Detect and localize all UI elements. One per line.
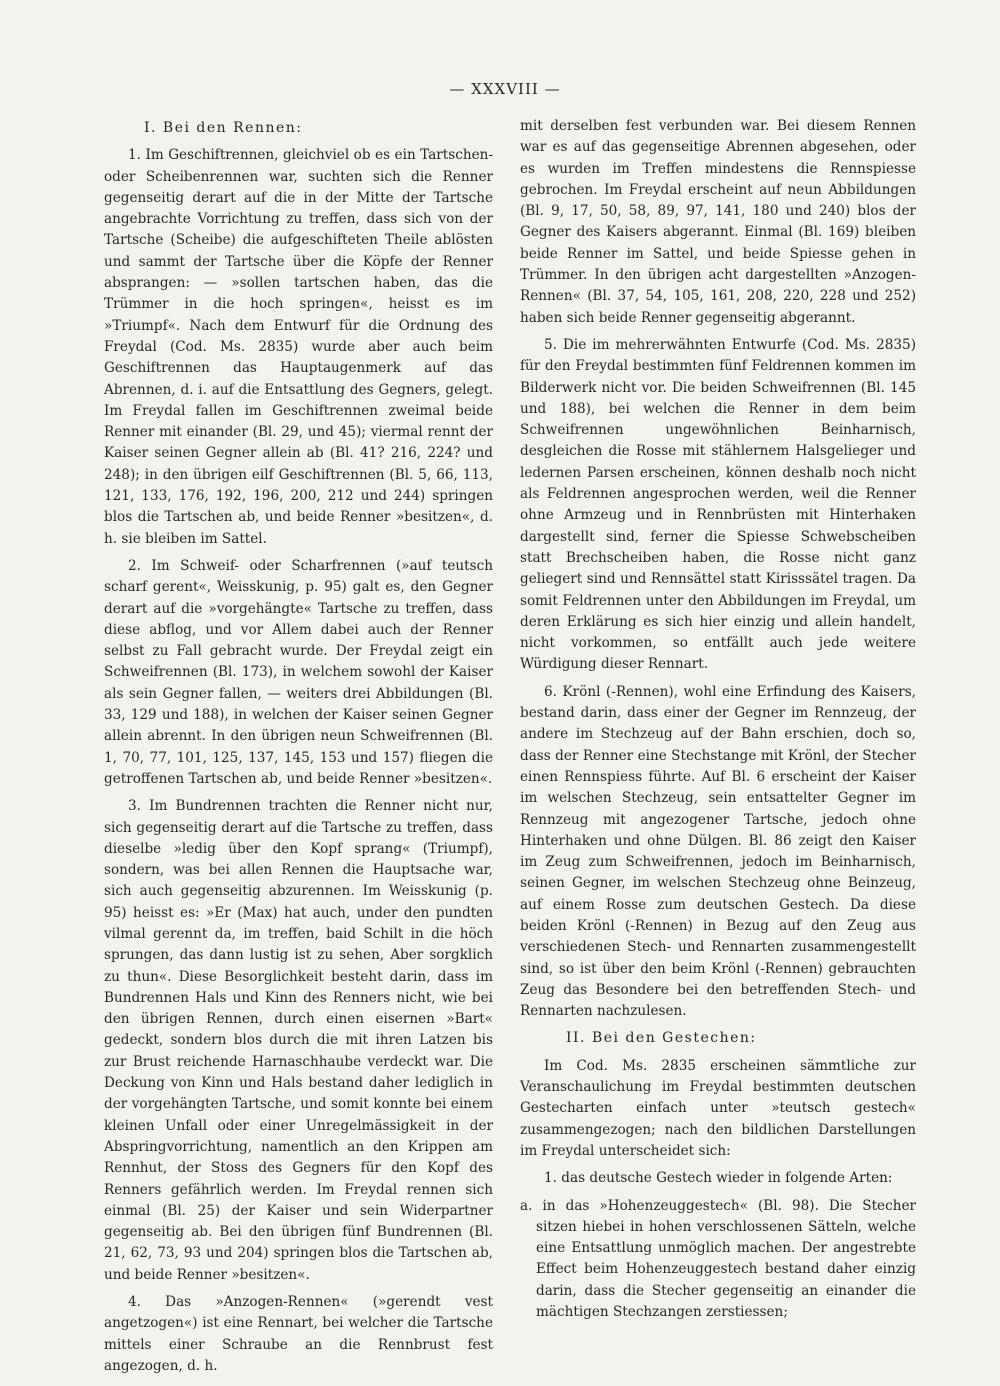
- section-heading-gestechen: II. Bei den Gestechen:: [566, 1030, 757, 1047]
- paragraph-kroenl-rennen: 6. Krönl (-Rennen), wohl eine Erfindung des Kaisers, bestand darin, dass einer der Gegner im Rennzeug, der andere im Stechzeug auf der Bahn erschien, doch so, dass der Renner eine Stechstange mit Krönl, der Stecher einen Rennspiess führte. Auf Bl. 6 erscheint der Kaiser im welschen Stechzeug, sein entsattelter Gegner im Rennzeug mit angezogener Tartsche, jedoch ohne Hinterhaken und ohne Dülgen. Bl. 86 zeigt den Kaiser im Zeug zum Schweifrennen, jedoch im Beinharnisch, seinen Gegner, im welschen Stechzeug ohne Beinzeug, auf einem Rosse zum deutschen Gestech. Da diese beiden Krönl (-Rennen) in Bezug auf den Zeug aus verschiedenen Stech- und Rennarten zusammengestellt sind, so ist über den beim Krönl (-Rennen) gebrauchten Zeug das Besondere bei den betreffenden Stech- und Rennarten nachzulesen.: [520, 683, 916, 1020]
- paragraph-bundrennen: 3. Im Bundrennen trachten die Renner nicht nur, sich gegenseitig derart auf die Tartsche zu treffen, dass dieselbe »ledig über den Kopf sprang« (Triumpf), sondern, was bei allen Rennen die Hauptsache war, sich auch gegenseitig abzurennen. Im Weisskunig (p. 95) heisst es: »Er (Max) hat auch, under den pundten vilmal gerennt da, im treffen, baid Schilt in die höch sprungen, das dann lustig ist zu sehen, Aber sorgklich zu thun«. Diese Besorglichkeit besteht darin, dass im Bundrennen Hals und Kinn des Renners nicht, wie bei den übrigen Rennen, durch einen eisernen »Bart« gedeckt, sondern blos durch die mit ihren Latzen bis zur Brust reichende Harnaschhaube verdeckt war. Die Deckung von Kinn und Hals bestand daher lediglich in der vorgehängten Tartsche, und somit konnte bei einem kleinen Unfall oder einer Unregelmässigkeit in der Abspringvorrichtung, namentlich an den Krippen am Rennhut, der Stoss des Gegners für den Kopf des Renners gefährlich werden. Im Freydal rennen sich einmal (Bl. 25) der Kaiser und sein Widerpartner gegenseitig ab. Bei den übrigen fünf Bundrennen (Bl. 21, 62, 73, 93 und 204) springen blos die Tartschen ab, und beide Renner »besitzen«.: [104, 798, 493, 1283]
- paragraph-anzogen-rennen: 4. Das »Anzogen-Rennen« (»gerendt vest angetzogen«) ist eine Rennart, bei welcher die Tartsche mittels einer Schraube an die Rennbrust fest angezogen, d. h.: [104, 1294, 493, 1374]
- left-column: [104, 116, 493, 1383]
- paragraph-schweifrennen: 2. Im Schweif- oder Scharfrennen (»auf teutsch scharf gerent«, Weisskunig, p. 95) galt es, den Gegner derart auf die »vorgehängte« Tartsche zu treffen, dass diese abflog, und vor Allem dabei auch der Renner selbst zu Fall gebracht wurde. Der Freydal zeigt ein Schweifrennen (Bl. 173), in welchem sowohl der Kaiser als sein Gegner fallen, — weiters drei Abbildungen (Bl. 33, 129 und 188), in welchen der Kaiser seinen Gegner allein abrennt. In den übrigen neun Schweifrennen (Bl. 1, 70, 77, 101, 125, 137, 145, 153 und 157) fliegen die getroffenen Tartschen ab, und beide Renner »besitzen«.: [104, 557, 493, 787]
- paragraph-gestecharten: Im Cod. Ms. 2835 erscheinen sämmtliche zur Veranschaulichung im Freydal bestimmten deutschen Gestecharten einfach unter »teutsch gestech« zusammengezogen; nach den bildlichen Darstellungen im Freydal unterscheidet sich:: [520, 1057, 916, 1159]
- section-heading-rennen: I. Bei den Rennen:: [144, 120, 303, 136]
- page-number: — XXXVIII —: [449, 80, 561, 98]
- paragraph-feldrennen: 5. Die im mehrerwähnten Entwurfe (Cod. Ms. 2835) für den Freydal bestimmten fünf Feldrennen kommen im Bilderwerk nicht vor. Die beiden Schweifrennen (Bl. 145 und 188), bei welchen die Renner in dem beim Schweifrennen ungewöhnlichen Beinharnisch, desgleichen die Rosse mit stählernem Halsgelieger und ledernen Parsen erscheinen, können deshalb noch nicht als Feldrennen angesprochen werden, weil die Renner ohne Armzeug und in Rennbrüsten mit Hinterhaken dargestellt sind, ferner die Spiesse Schwebscheiben statt Brechscheiben haben, die Rosse nicht ganz geliegert sind und Rennsättel statt Kirisssätel tragen. Da somit Feldrennen unter den Abbildungen im Freydal, um deren Erklärung es sich hier einzig und allein handelt, nicht vorkommen, so entfällt auch jede weitere Würdigung dieser Rennart.: [520, 336, 916, 673]
- paragraph-deutsches-gestech: 1. das deutsche Gestech wieder in folgende Arten:: [544, 1170, 893, 1187]
- paragraph-anzogen-continued: mit derselben fest verbunden war. Bei diesem Rennen war es auf das gegenseitige Abrennen abgesehen, oder es wurden im Treffen mindestens die Rennspiesse gebrochen. Im Freydal erscheint auf neun Abbildungen (Bl. 9, 17, 50, 58, 89, 97, 141, 180 und 240) blos der Gegner des Kaisers abgerannt. Einmal (Bl. 169) bleiben beide Renner im Sattel, und beide Spiesse gehen in Trümmer. In den übrigen acht dargestellten »Anzogen-Rennen« (Bl. 37, 54, 105, 161, 208, 220, 228 und 252) haben sich beide Renner gegenseitig abgerannt.: [520, 118, 916, 326]
- paragraph-geschiftrennen: 1. Im Geschiftrennen, gleichviel ob es ein Tartschen- oder Scheibenrennen war, suchten sich die Renner gegenseitig derart auf die in der Mitte der Tartsche angebrachte Vorrichtung zu treffen, dass sich von der Tartsche (Scheibe) die aufgeschifteten Theile ablösten und sammt der Tartsche über die Köpfe der Renner absprangen: — »sollen tartschen haben, das die Trümmer in die hoch springen«, heisst es im »Triumpf«. Nach dem Entwurf für die Ordnung des Freydal (Cod. Ms. 2835) wurde aber auch beim Geschiftrennen das Hauptaugenmerk auf das Abrennen, d. i. auf die Entsattlung des Gegners, gelegt. Im Freydal fallen im Geschiftrennen zweimal beide Renner mit einander (Bl. 29, und 45); viermal rennt der Kaiser seinen Gegner allein ab (Bl. 41? 216, 224? und 248); in den übrigen eilf Geschiftrennen (Bl. 5, 66, 113, 121, 133, 176, 192, 196, 200, 212 und 244) springen blos die Tartschen ab, und beide Renner »besitzen«, d. h. sie bleiben im Sattel.: [104, 147, 493, 547]
- right-column: [520, 116, 916, 1329]
- list-item-hohenzeuggestech: a. in das »Hohenzeuggestech« (Bl. 98). Die Stecher sitzen hiebei in hohen verschlossenen Sätteln, welche eine Entsattlung unmöglich machen. Der angestrebte Effect beim Hohenzeuggestech bestand daher einzig darin, dass die Stecher gegenseitig an einander die mächtigen Stechzangen zerstiessen;: [520, 1197, 916, 1321]
